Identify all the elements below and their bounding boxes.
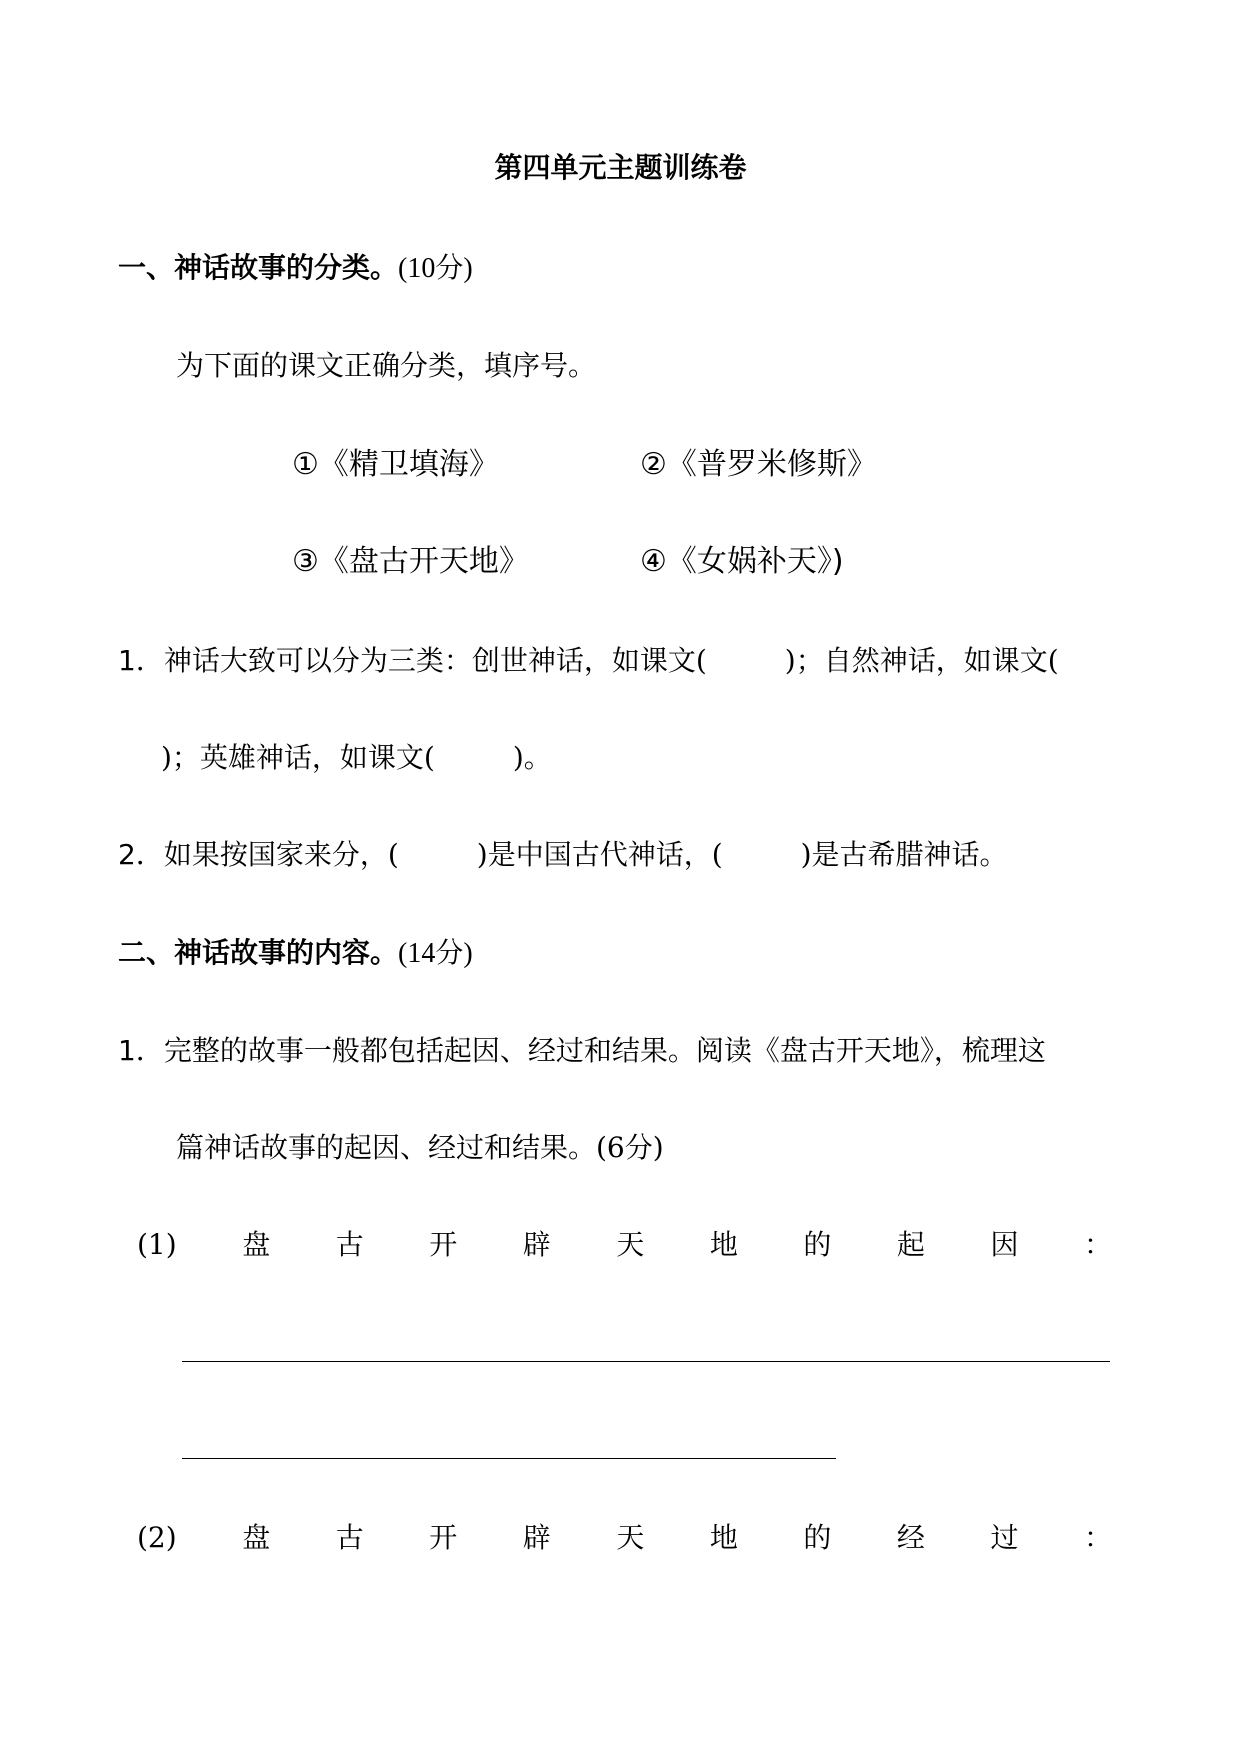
s1-question-2 (118, 837, 1008, 873)
page-title: 第四单元主题训练卷 (494, 151, 747, 184)
section-1-score: (10分) (398, 253, 473, 284)
s2-question-1-line-1 (118, 1033, 1046, 1069)
spread-char: 开 (429, 1521, 458, 1554)
s1-q2-text-c: )是古希腊神话。 (800, 838, 1008, 871)
s1-q2-text-b: )是中国古代神话，( (476, 838, 723, 871)
option-3: ③《盘古开天地》 (292, 544, 529, 579)
spread-char: ： (1083, 1228, 1112, 1261)
spread-char: 辟 (522, 1228, 551, 1261)
spread-char: 盘 (242, 1521, 271, 1554)
option-2: ②《普罗米修斯》 (640, 447, 877, 482)
s1-question-1-line-1 (118, 643, 1059, 679)
s1-question-2-number: 2． (118, 838, 164, 871)
spread-char: 起 (896, 1228, 925, 1261)
spread-char: 的 (803, 1521, 832, 1554)
spread-char: 地 (709, 1521, 738, 1554)
s2-question-1-line-2: 篇神话故事的起因、经过和结果。(6分) (176, 1131, 664, 1164)
s1-q1-text-d: )。 (512, 741, 552, 774)
spread-char: 的 (803, 1228, 832, 1261)
s1-q2-text-a: 如果按国家来分，( (163, 838, 399, 871)
s1-question-1-line-2 (161, 740, 552, 776)
spread-char: 盘 (242, 1228, 271, 1261)
option-4: ④《女娲补天》) (640, 544, 844, 579)
spread-char: 古 (335, 1521, 364, 1554)
spread-char: 天 (616, 1521, 645, 1554)
spread-char: 过 (990, 1521, 1019, 1554)
section-1-instruction: 为下面的课文正确分类，填序号。 (176, 349, 597, 382)
section-1-heading (118, 250, 473, 287)
sub-question-2-row (137, 1520, 1112, 1556)
s2-question-1-number: 1． (118, 1034, 164, 1067)
answer-line[interactable] (182, 1458, 836, 1459)
spread-char: 古 (335, 1228, 364, 1261)
sub-question-1-label: (1) (137, 1228, 177, 1261)
spread-char: ： (1083, 1521, 1112, 1554)
spread-char: 地 (709, 1228, 738, 1261)
sub-question-2-label: (2) (137, 1521, 177, 1554)
s1-q1-text-b: )；自然神话，如课文( (784, 644, 1059, 677)
s1-question-1-number: 1． (118, 644, 164, 677)
spread-char: 天 (616, 1228, 645, 1261)
s2-q1-text: 完整的故事一般都包括起因、经过和结果。阅读《盘古开天地》，梳理这 (163, 1034, 1046, 1067)
s1-q1-text-c: )；英雄神话，如课文( (161, 741, 435, 774)
spread-char: 开 (429, 1228, 458, 1261)
spread-char: 辟 (522, 1521, 551, 1554)
answer-line[interactable] (182, 1361, 1110, 1362)
section-2-heading (118, 935, 473, 972)
s1-q1-text-a: 神话大致可以分为三类：创世神话，如课文( (163, 644, 707, 677)
sub-question-1-row (137, 1227, 1112, 1263)
spread-char: 经 (896, 1521, 925, 1554)
spread-char: 因 (990, 1228, 1019, 1261)
section-2-score: (14分) (398, 938, 473, 969)
section-1-heading-text: 一、神话故事的分类。 (118, 251, 399, 284)
section-2-heading-text: 二、神话故事的内容。 (118, 936, 399, 969)
option-1: ①《精卫填海》 (292, 447, 499, 482)
